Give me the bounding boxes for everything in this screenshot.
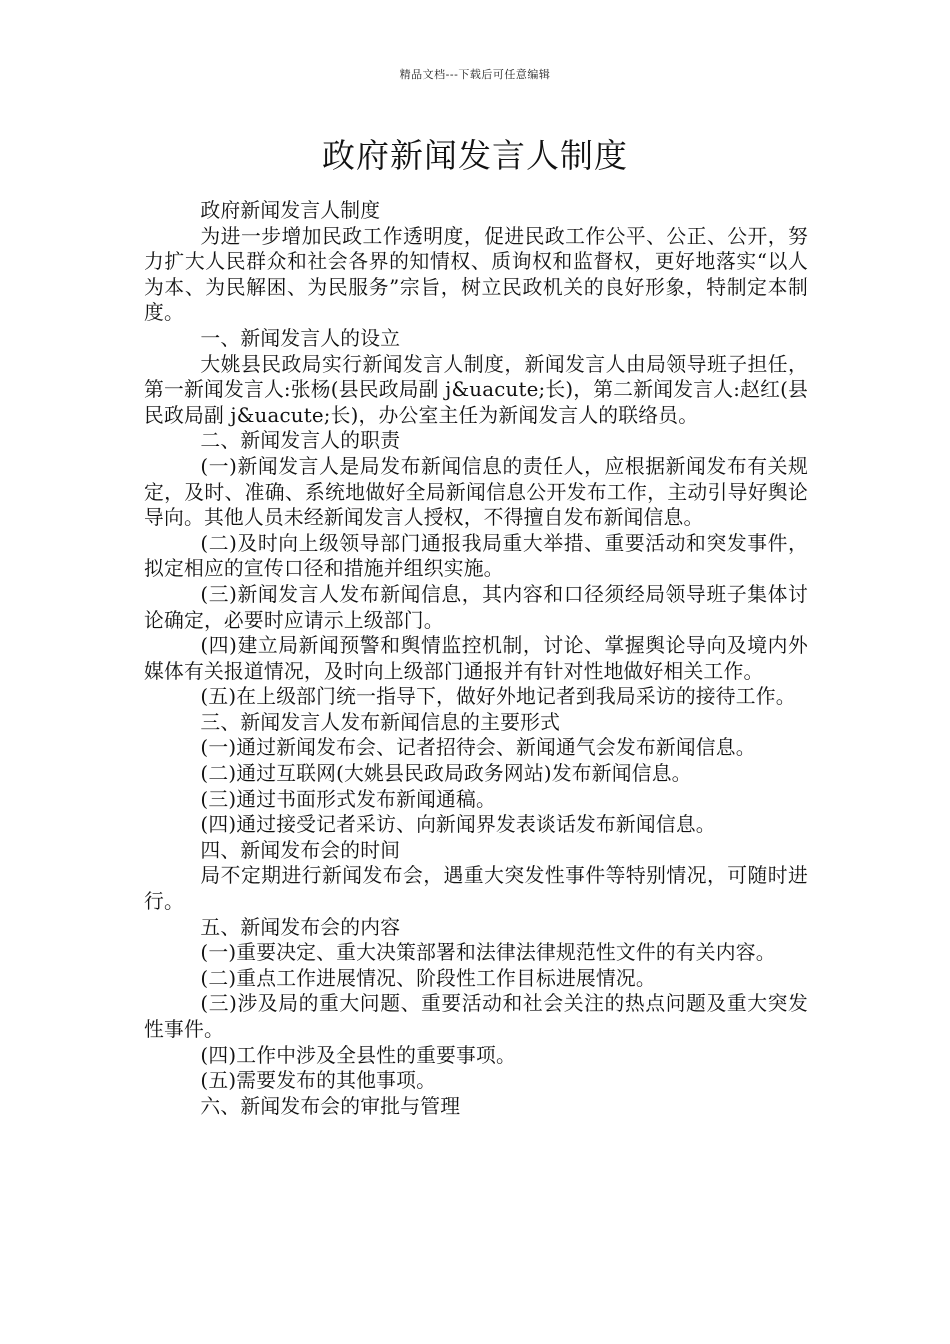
paragraph-intro: 为进一步增加民政工作透明度，促进民政工作公平、公正、公开，努力扩大人民群众和社会各界的知情权、质询权和监督权，更好地落实“以人为本、为民解困、为民服务”宗旨，树立民政机关的良好形象，特制定本制度。 [144,224,808,325]
document-body [144,198,808,1119]
section-heading: 五、新闻发布会的内容 [200,915,401,939]
paragraph: (三)涉及局的重大问题、重要活动和社会关注的热点问题及重大突发性事件。 [144,992,808,1041]
paragraph: (三)新闻发言人发布新闻信息，其内容和口径须经局领导班子集体讨论确定，必要时应请示上级部门。 [144,582,808,632]
paragraph: 大姚县民政局实行新闻发言人制度，新闻发言人由局领导班子担任，第一新闻发言人:张杨(县民政局副 j&uacute;长)，第二新闻发言人:赵红(县民政局副 j&uacute;长)，办公室主任为新闻发言人的联络员。 [144,352,808,427]
document-title: 政府新闻发言人制度 [322,136,628,175]
paragraph: (一)重要决定、重大决策部署和法律法律规范性文件的有关内容。 [200,941,776,965]
header-note: 精品文档---下载后可任意编辑 [399,68,551,81]
paragraph: (二)及时向上级领导部门通报我局重大举措、重要活动和突发事件，拟定相应的宣传口径和措施并组织实施。 [144,531,808,581]
paragraph: (一)通过新闻发布会、记者招待会、新闻通气会发布新闻信息。 [200,736,756,760]
section-heading: 三、新闻发言人发布新闻信息的主要形式 [200,710,561,734]
section-heading: 六、新闻发布会的审批与管理 [200,1094,461,1118]
paragraph: (二)重点工作进展情况、阶段性工作目标进展情况。 [200,966,656,990]
section-heading: 二、新闻发言人的职责 [200,429,401,453]
paragraph: 局不定期进行新闻发布会，遇重大突发性事件等特别情况，可随时进行。 [144,864,808,914]
paragraph: (一)新闻发言人是局发布新闻信息的责任人，应根据新闻发布有关规定，及时、准确、系统地做好全局新闻信息公开发布工作，主动引导好舆论导向。其他人员未经新闻发言人授权，不得擅自发布新闻信息。 [144,454,808,530]
paragraph: (二)通过互联网(大姚县民政局政务网站)发布新闻信息。 [200,762,692,786]
section-heading: 四、新闻发布会的时间 [200,838,401,862]
paragraph-subtitle: 政府新闻发言人制度 [200,199,381,222]
section-heading: 一、新闻发言人的设立 [200,326,401,350]
paragraph: (三)通过书面形式发布新闻通稿。 [200,787,496,811]
paragraph: (五)需要发布的其他事项。 [200,1069,437,1093]
paragraph: (五)在上级部门统一指导下，做好外地记者到我局采访的接待工作。 [200,685,796,709]
paragraph: (四)工作中涉及全县性的重要事项。 [200,1043,516,1067]
paragraph: (四)通过接受记者采访、向新闻界发表谈话发布新闻信息。 [200,813,716,837]
paragraph: (四)建立局新闻预警和舆情监控机制，讨论、掌握舆论导向及境内外媒体有关报道情况，及时向上级部门通报并有针对性地做好相关工作。 [144,634,808,683]
